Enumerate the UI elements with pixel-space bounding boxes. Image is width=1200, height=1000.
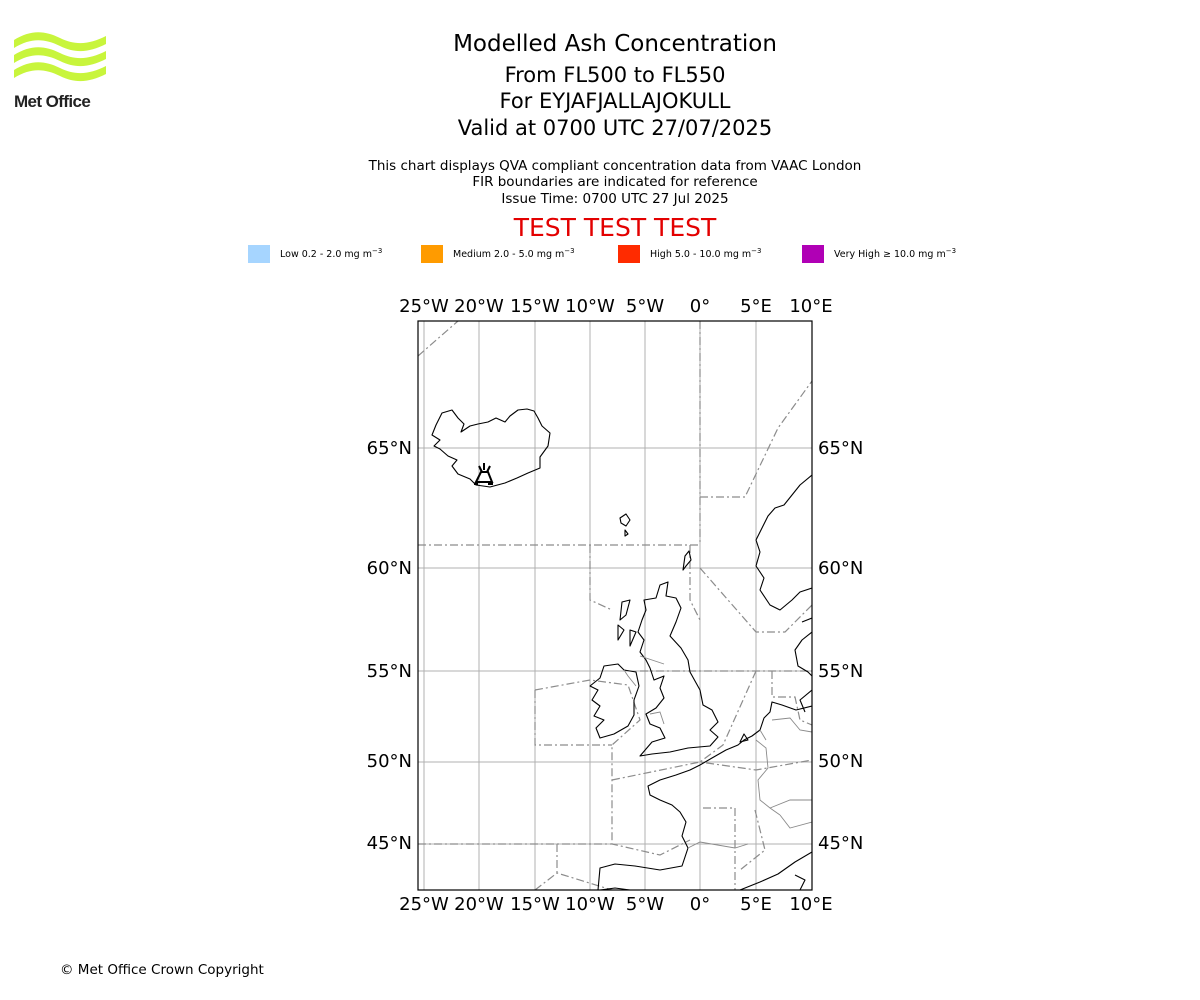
lon-labels-top: [399, 296, 832, 317]
lat-tick-left-65n: 65°N: [366, 438, 412, 459]
lat-labels-left: [367, 438, 412, 854]
lon-tick-top-0: 0°: [689, 296, 711, 317]
lon-tick-bottom-25w: 25°W: [399, 894, 449, 915]
issue-time: Issue Time: 0700 UTC 27 Jul 2025: [501, 191, 729, 207]
lon-tick-top-10e: 10°E: [789, 296, 833, 317]
volcano-icon: [474, 463, 493, 484]
info-line-1: This chart displays QVA compliant concentration data from VAAC London: [368, 158, 862, 174]
lon-labels-bottom: [399, 894, 832, 915]
graticule: [418, 321, 812, 890]
lon-tick-top-10w: 10°W: [565, 296, 615, 317]
legend-label-very-high: Very High ≥ 10.0 mg $m^{-3}$: [834, 247, 957, 261]
lon-tick-top-5w: 5°W: [625, 296, 665, 317]
norway-coast: [756, 475, 812, 610]
lat-tick-right-45n: 45°N: [818, 833, 864, 854]
ireland-coast: [590, 664, 639, 738]
country-borders: [624, 656, 812, 848]
lon-tick-bottom-5w: 5°W: [625, 894, 665, 915]
legend-label-medium: Medium 2.0 - 5.0 mg $m^{-3}$: [453, 247, 575, 261]
lon-tick-top-5e: 5°E: [740, 296, 772, 317]
lon-tick-bottom-10e: 10°E: [789, 894, 833, 915]
copyright-notice: © Met Office Crown Copyright: [60, 962, 264, 978]
lat-tick-right-50n: 50°N: [818, 751, 864, 772]
test-banner: TEST TEST TEST: [513, 213, 717, 242]
lon-tick-bottom-15w: 15°W: [510, 894, 560, 915]
lon-tick-bottom-5e: 5°E: [740, 894, 772, 915]
continental-coast: [598, 702, 812, 890]
great-britain-coast: [638, 582, 718, 756]
map-frame: [418, 321, 812, 890]
lat-tick-right-65n: 65°N: [818, 438, 864, 459]
lat-tick-right-60n: 60°N: [818, 558, 864, 579]
fir-boundaries: [418, 321, 812, 890]
lon-tick-bottom-0: 0°: [689, 894, 711, 915]
logo-text: Met Office: [14, 92, 91, 111]
faroe-islands-coast: [620, 514, 630, 526]
lat-tick-left-55n: 55°N: [366, 661, 412, 682]
lat-tick-left-60n: 60°N: [366, 558, 412, 579]
lat-tick-left-50n: 50°N: [366, 751, 412, 772]
lon-tick-bottom-10w: 10°W: [565, 894, 615, 915]
valid-time: Valid at 0700 UTC 27/07/2025: [457, 116, 773, 140]
info-line-2: FIR boundaries are indicated for reference: [472, 174, 758, 190]
flight-level-range: From FL500 to FL550: [504, 63, 726, 87]
legend-label-high: High 5.0 - 10.0 mg $m^{-3}$: [650, 247, 762, 261]
lat-tick-left-45n: 45°N: [366, 833, 412, 854]
volcano-name: For EYJAFJALLAJOKULL: [499, 89, 731, 113]
lon-tick-top-20w: 20°W: [454, 296, 504, 317]
lat-labels-right: [818, 438, 863, 854]
lon-tick-top-25w: 25°W: [399, 296, 449, 317]
lon-tick-bottom-20w: 20°W: [454, 894, 504, 915]
lon-tick-top-15w: 15°W: [510, 296, 560, 317]
lat-tick-right-55n: 55°N: [818, 661, 864, 682]
legend-label-low: Low 0.2 - 2.0 mg $m^{-3}$: [280, 247, 383, 261]
chart-title: Modelled Ash Concentration: [453, 31, 777, 57]
